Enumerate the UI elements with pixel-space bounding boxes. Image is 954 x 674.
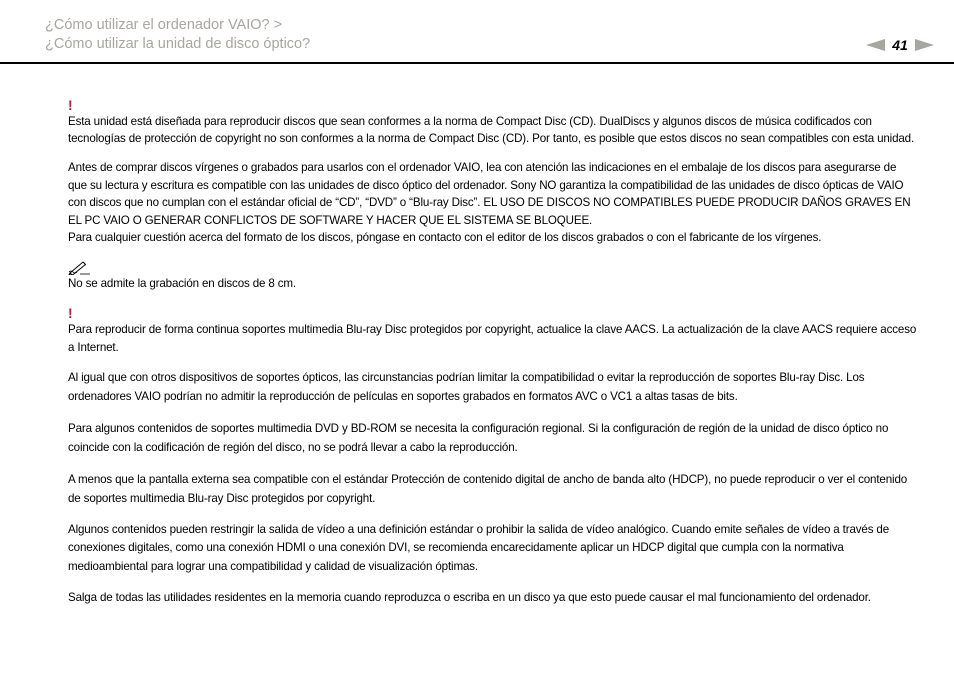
header-divider: [0, 62, 954, 64]
paragraph-hdcp: A menos que la pantalla externa sea compatible con el estándar Protección de contenido digital de ancho de banda alto (HDCP), no puede reproducir o ver el contenido de soportes multimedia Blu-ray Disc protegidos por copyright.: [68, 472, 908, 506]
page-number: 41: [892, 37, 908, 53]
page-header: [0, 0, 954, 64]
paragraph-disc-format-contact: Para cualquier cuestión acerca del formato de los discos, póngase en contacto con el editor de los discos grabados o con el fabricante de los vírgenes.: [68, 231, 822, 245]
note-pencil-icon: [68, 260, 92, 275]
breadcrumb-parent-link[interactable]: ¿Cómo utilizar el ordenador VAIO? >: [45, 17, 283, 33]
previous-page-arrow-icon[interactable]: [866, 39, 885, 51]
paragraph-region-code: Para algunos contenidos de soportes multimedia DVD y BD-ROM se necesita la configuración regional. Si la configuración de región de la unidad de disco óptico no coincide con la codificación de región del disco, no se podrá llevar a cabo la reproducción.: [68, 421, 889, 455]
paragraph-video-output: Algunos contenidos pueden restringir la salida de vídeo a una definición estándar o prohibir la salida de vídeo analógico. Cuando emite señales de vídeo a través de conexiones digitales, como una conexión HDMI o una conexión DVI, se recomienda encarecidamente aplicar un HDCP digital que cumpla con la normativa medioambiental para lograr una compatibilidad y calidad de visualización óptimas.: [68, 522, 890, 573]
warning-icon: !: [68, 97, 73, 113]
breadcrumb-current: ¿Cómo utilizar la unidad de disco óptico?: [45, 36, 311, 52]
warning-icon: !: [68, 305, 73, 322]
page-navigation: [866, 36, 934, 54]
note-text-1: No se admite la grabación en discos de 8 cm.: [68, 277, 296, 291]
warning-text-1: Esta unidad está diseñada para reproducir discos que sean conformes a la norma de Compact Disc (CD). DualDiscs y algunos discos de música codificados con tecnologías de protección de copyright no son conformes a la norma de Compact Disc (CD). Por tanto, es posible que estos discos no sean compatibles con esta unidad.: [68, 115, 915, 146]
warning-text-2: Para reproducir de forma continua soportes multimedia Blu-ray Disc protegidos por copyright, actualice la clave AACS. La actualización de la clave AACS requiere acceso a Internet.: [68, 323, 917, 354]
page-content: [68, 98, 918, 608]
next-page-arrow-icon[interactable]: [915, 39, 934, 51]
paragraph-bluray-compat: Al igual que con otros dispositivos de soportes ópticos, las circunstancias podrían limitar la compatibilidad o evitar la reproducción de soportes Blu-ray Disc. Los ordenadores VAIO podrían no admitir la reproducción de películas en soportes grabados en formatos AVC o VC1 a altas tasas de bits.: [68, 370, 865, 404]
paragraph-disc-purchase: Antes de comprar discos vírgenes o grabados para usarlos con el ordenador VAIO, lea con atención las indicaciones en el embalaje de los discos para asegurarse de que su lectura y escritura es compatible con las unidades de disco óptico del ordenador. Sony NO garantiza la compatibilidad de las unidades de disco ópticas de VAIO con discos que no cumplan con el estándar oficial de “CD”, “DVD” o “Blu-ray Disc”. EL USO DE DISCOS NO COMPATIBLES PUEDE PRODUCIR DAÑOS GRAVES EN EL PC VAIO O GENERAR CONFLICTOS DE SOFTWARE Y HACER QUE EL SISTEMA SE BLOQUEE.: [68, 161, 911, 227]
paragraph-resident-utilities: Salga de todas las utilidades residentes en la memoria cuando reproduzca o escriba en un disco ya que esto puede causar el mal funcionamiento del ordenador.: [68, 591, 871, 605]
breadcrumb: [45, 16, 310, 54]
